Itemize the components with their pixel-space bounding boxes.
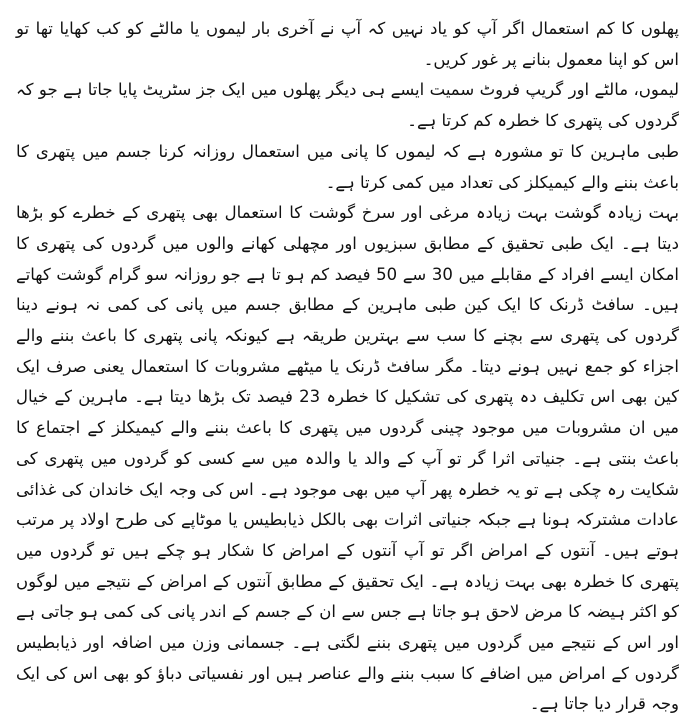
article-paragraph-4: بہت زیادہ گوشت بہت زیادہ مرغی اور سرخ گوشت کا استعمال بھی پتھری کے خطرے کو بڑھا دیتا ہے۔ ایک طبی تحقیق کے مطابق سبزیوں اور مچھلی کھانے والوں میں گردوں کی پتھری کا امکان ایسے افراد کے مقابلے میں 30 سے 50 فیصد کم ہو تا ہے جو روزانہ سو گرام گوشت کھاتے ہیں۔ سافٹ ڈرنک کا ایک کین طبی ماہرین کے مطابق جسم میں پانی کی کمی نہ ہونے دینا گردوں کی پتھری سے بچنے کا سب سے بہترین طریقہ ہے کیونکہ پانی پتھری کا باعث بننے والے اجزاء کو جمع نہیں ہونے دیتا۔ مگر سافٹ ڈرنک یا میٹھے مشروبات کا استعمال یعنی صرف ایک کین بھی اس تکلیف دہ پتھری کی تشکیل کا خطرہ 23 فیصد تک بڑھا دیتا ہے۔ ماہرین کے خیال میں ان مشروبات میں موجود چینی گردوں میں پتھری کا باعث بننے والے کیمیکلز کے اجتماع کا باعث بنتی ہے۔ جنیاتی اثرا گر تو آپ کے والد یا والدہ میں سے کسی کو گردوں میں پتھری کی شکایت رہ چکی ہے تو یہ خطرہ پھر آپ میں بھی موجود ہے۔ اس کی وجہ ایک خاندان کی غذائی عادات مشترکہ ہونا ہے جبکہ جنیاتی اثرات بھی بالکل ذیابطیس یا موٹاپے کی طرح اولاد پر مرتب ہوتے ہیں۔ آنتوں کے امراض اگر تو آپ آنتوں کے امراض کا شکار ہو چکے ہیں تو گردوں میں پتھری کا خطرہ بھی بہت زیادہ ہے۔ ایک تحقیق کے مطابق آنتوں کے امراض کے نتیجے میں لوگوں کو اکثر ہیضہ کا مرض لاحق ہو جاتا ہے جس سے ان کے جسم کے اندر پانی کی کمی ہو جاتی ہے اور اس کے نتیجے میں گردوں میں پتھری بننے لگتی ہے۔ جسمانی وزن میں اضافہ اور ذیابطیس گردوں کے امراض میں اضافے کا سبب بننے والے عناصر ہیں اور نفسیاتی دباؤ کو بھی اس کی ایک وجہ قرار دیا جاتا ہے۔: [16, 203, 680, 714]
article-paragraph-2: لیموں، مالٹے اور گریپ فروٹ سمیت ایسے ہی دیگر پھلوں میں ایک جز سٹریٹ پایا جاتا ہے جو کہ گردوں کی پتھری کا خطرہ کم کرتا ہے۔: [16, 80, 679, 131]
article-paragraph-3: طبی ماہرین کا تو مشورہ ہے کہ لیموں کا پانی میں استعمال روزانہ کرنا جسم میں پتھری کا باعث بننے والے کیمیکلز کی تعداد میں کمی کرتا ہے۔: [16, 141, 679, 192]
article-paragraph-1: پھلوں کا کم استعمال اگر آپ کو یاد نہیں کہ آپ نے آخری بار لیموں یا مالٹے کو کب کھایا تھا تو اس کو اپنا معمول بنانے پر غور کریں۔: [16, 19, 679, 69]
